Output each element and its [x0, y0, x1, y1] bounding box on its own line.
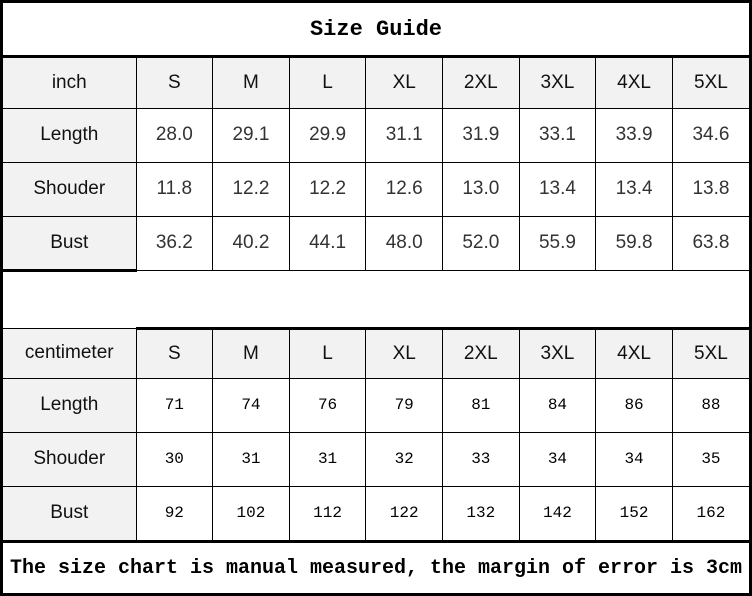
- size-header: 5XL: [672, 328, 749, 378]
- cell-value: 13.4: [596, 162, 673, 216]
- cell-value: 162: [672, 486, 749, 540]
- cell-value: 35: [672, 432, 749, 486]
- unit-label-centimeter: centimeter: [3, 328, 136, 378]
- cell-value: 12.2: [289, 162, 366, 216]
- cell-value: 29.9: [289, 108, 366, 162]
- size-header: 2XL: [443, 58, 520, 108]
- cell-value: 92: [136, 486, 213, 540]
- row-label: Length: [3, 378, 136, 432]
- cell-value: 12.6: [366, 162, 443, 216]
- cell-value: 84: [519, 378, 596, 432]
- size-header: M: [213, 328, 290, 378]
- size-header: XL: [366, 58, 443, 108]
- size-header: L: [289, 58, 366, 108]
- table-row: [3, 108, 749, 162]
- cell-value: 13.0: [443, 162, 520, 216]
- cell-value: 13.4: [519, 162, 596, 216]
- cell-value: 112: [289, 486, 366, 540]
- cell-value: 28.0: [136, 108, 213, 162]
- cell-value: 11.8: [136, 162, 213, 216]
- cell-value: 55.9: [519, 216, 596, 270]
- size-header: M: [213, 58, 290, 108]
- cell-value: 122: [366, 486, 443, 540]
- cell-value: 76: [289, 378, 366, 432]
- cm-header-row: [3, 328, 749, 378]
- size-header: 3XL: [519, 58, 596, 108]
- cell-value: 30: [136, 432, 213, 486]
- cell-value: 86: [596, 378, 673, 432]
- table-row: [3, 378, 749, 432]
- cell-value: 31: [213, 432, 290, 486]
- cell-value: 34: [519, 432, 596, 486]
- size-header: S: [136, 328, 213, 378]
- cell-value: 36.2: [136, 216, 213, 270]
- cell-value: 152: [596, 486, 673, 540]
- size-header: 3XL: [519, 328, 596, 378]
- cell-value: 34: [596, 432, 673, 486]
- cell-value: 44.1: [289, 216, 366, 270]
- cell-value: 79: [366, 378, 443, 432]
- size-header: XL: [366, 328, 443, 378]
- table-row: [3, 162, 749, 216]
- cell-value: 33.9: [596, 108, 673, 162]
- size-header: 5XL: [672, 58, 749, 108]
- cell-value: 33.1: [519, 108, 596, 162]
- row-label: Bust: [3, 486, 136, 540]
- footer-note: The size chart is manual measured, the margin of error is 3cm: [3, 540, 749, 593]
- table-row: [3, 486, 749, 540]
- cell-value: 12.2: [213, 162, 290, 216]
- cell-value: 63.8: [672, 216, 749, 270]
- cell-value: 13.8: [672, 162, 749, 216]
- cell-value: 71: [136, 378, 213, 432]
- cell-value: 40.2: [213, 216, 290, 270]
- size-header: L: [289, 328, 366, 378]
- unit-label-inch: inch: [3, 58, 136, 108]
- cell-value: 52.0: [443, 216, 520, 270]
- cell-value: 59.8: [596, 216, 673, 270]
- cell-value: 74: [213, 378, 290, 432]
- cell-value: 142: [519, 486, 596, 540]
- cell-value: 81: [443, 378, 520, 432]
- cell-value: 32: [366, 432, 443, 486]
- row-label: Shouder: [3, 162, 136, 216]
- size-header: 2XL: [443, 328, 520, 378]
- cell-value: 88: [672, 378, 749, 432]
- row-label: Length: [3, 108, 136, 162]
- table-row: [3, 432, 749, 486]
- inch-header-row: [3, 58, 749, 108]
- cell-value: 31.9: [443, 108, 520, 162]
- cell-value: 48.0: [366, 216, 443, 270]
- cell-value: 33: [443, 432, 520, 486]
- centimeter-size-table: [3, 327, 749, 541]
- inch-size-table: [3, 58, 749, 272]
- cell-value: 34.6: [672, 108, 749, 162]
- size-header: 4XL: [596, 328, 673, 378]
- cell-value: 31.1: [366, 108, 443, 162]
- page-title: Size Guide: [3, 3, 749, 58]
- size-header: S: [136, 58, 213, 108]
- cell-value: 29.1: [213, 108, 290, 162]
- spacer-row: [3, 272, 749, 327]
- cell-value: 102: [213, 486, 290, 540]
- cell-value: 31: [289, 432, 366, 486]
- table-row: [3, 216, 749, 270]
- cell-value: 132: [443, 486, 520, 540]
- row-label: Bust: [3, 216, 136, 270]
- size-header: 4XL: [596, 58, 673, 108]
- row-label: Shouder: [3, 432, 136, 486]
